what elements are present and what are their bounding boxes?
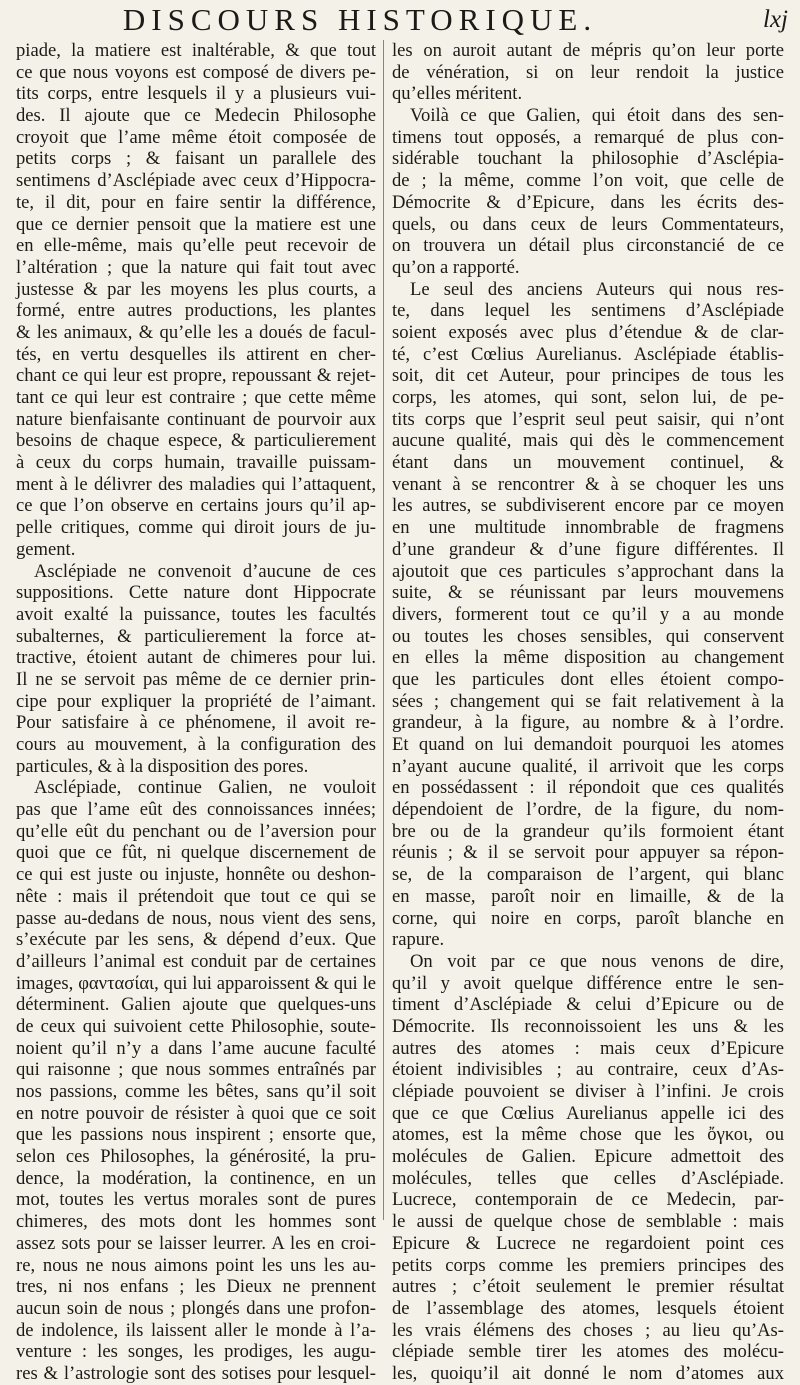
text-line: te, il dit, pour en faire sentir la différence,	[16, 191, 376, 213]
text-line: subalternes, & particulierement la force at-	[16, 625, 376, 647]
text-line: divers, formerent tout ce qu’il y a au monde	[392, 603, 784, 625]
text-line: tits corps que l’esprit seul peut saisir, qui n’ont	[392, 408, 784, 430]
text-line: ce qui est juste ou injuste, honnête ou deshon-	[16, 864, 376, 886]
text-line: l’altération ; que la nature qui fait tout avec	[16, 256, 376, 278]
text-line: ce que nous voyons est composé de divers pe-	[16, 61, 376, 83]
text-line: de l’assemblage des atomes, lesquels étoient	[392, 1297, 784, 1319]
text-line: que ce que Cœlius Aurelianus appelle ici des	[392, 1102, 784, 1124]
text-line: les vrais élémens des choses ; au lieu qu’As-	[392, 1319, 784, 1341]
text-line: sidérable touchant la philosophie d’Asclépia-	[392, 148, 784, 170]
text-line: de vénération, si on leur rendoit la justice	[392, 61, 784, 83]
text-line: Lucrece, contemporain de ce Medecin, par-	[392, 1189, 784, 1211]
text-line: de indolence, ils laissent aller le monde à l’a-	[16, 1319, 376, 1341]
text-line: gement.	[16, 538, 76, 560]
text-line: d’une grandeur & d’une figure différentes. Il	[392, 538, 784, 560]
text-line: à ceux du corps humain, travaille puissam-	[16, 452, 376, 474]
text-line: petits corps comme les premiers principes des	[392, 1254, 784, 1276]
text-line: formé, entre autres productions, les plantes	[16, 300, 376, 322]
text-line: assez sots pour se laisser leurrer. A les en croi-	[16, 1232, 376, 1254]
text-line: dépendoient de l’ordre, de la figure, du nom-	[392, 799, 784, 821]
text-line: te, dans lequel les sentimens d’Asclépiade	[392, 300, 784, 322]
text-line: On voit par ce que nous venons de dire,	[410, 950, 784, 972]
text-line: autres ; c’étoit seulement le premier résultat	[392, 1276, 784, 1298]
text-line: tres, ni nos enfans ; les Dieux ne prennent	[16, 1276, 376, 1298]
text-line: sées ; changement qui se fait relativement à la	[392, 690, 784, 712]
text-line: qu’elles méritent.	[392, 83, 523, 105]
text-line: corne, qui noire en corps, paroît blanche en	[392, 907, 784, 929]
text-line: ou toutes les choses sensibles, qui conservent	[392, 625, 784, 647]
text-line: timens tout opposés, a remarqué de plus con-	[392, 126, 784, 148]
text-line: que ce dernier pensoit que la matiere est une	[16, 213, 376, 235]
text-line: aucun soin de nous ; plongés dans une profon-	[16, 1297, 376, 1319]
text-line: suppositions. Cette nature dont Hippocrate	[16, 582, 376, 604]
text-line: sentimens d’Asclépiade avec ceux d’Hippocra-	[16, 170, 376, 192]
text-line: mot, toutes les vertus morales sont de pures	[16, 1189, 376, 1211]
text-line: ce que l’on observe en certains jours qu’il ap-	[16, 495, 376, 517]
text-line: en notre pouvoir de résister à quoi que ce soit	[16, 1102, 376, 1124]
text-line: Pour satisfaire à ce phénomene, il avoit re-	[16, 712, 376, 734]
text-line: petits corps ; & faisant un parallele des	[16, 148, 376, 170]
column-divider	[383, 40, 384, 1220]
text-line: chimeres, des mots dont les hommes sont	[16, 1211, 376, 1233]
text-line: les autres, se subdiviserent encore par ce moyen	[392, 495, 784, 517]
text-line: & les animaux, & qu’elle les a doués de facul-	[16, 321, 376, 343]
text-line: Le seul des anciens Auteurs qui nous res-	[410, 278, 784, 300]
text-line: tant ce qui leur est contraire ; que cette même	[16, 387, 376, 408]
text-line: justesse & par les moyens les plus courts, a	[16, 278, 376, 300]
text-line: croyoit que l’ame même étoit composée de	[16, 126, 376, 148]
text-line: Démocrite & d’Epicure, dans les écrits des-	[392, 191, 784, 213]
text-line: clépiade pouvoient se diviser à l’infini. Je crois	[392, 1081, 784, 1102]
text-line: qu’il y avoit quelque différence entre le sen-	[392, 972, 784, 994]
text-line: rapure.	[392, 929, 445, 951]
text-line: Et quand on lui demandoit pourquoi les atomes	[392, 734, 784, 755]
text-line: tractive, étoient autant de chimeres pour lui.	[16, 647, 376, 669]
text-line: étant dans un mouvement continuel, &	[392, 452, 784, 474]
text-line: d’ailleurs l’animal est conduit par de certaines	[16, 950, 376, 972]
text-line: nête : mais il prétendoit que tout ce qui se	[16, 885, 376, 907]
text-line: piade, la matiere est inaltérable, & que tout	[16, 40, 376, 61]
text-line: nature bienfaisante continuant de pourvoir aux	[16, 408, 376, 430]
left-text-column	[16, 40, 376, 1384]
text-line: de ceux qui suivoient cette Philosophie, soute-	[16, 1015, 376, 1037]
text-line: tits corps, entre lesquels il y a plusieurs vui-	[16, 83, 376, 105]
text-line: cipe pour expliquer la propriété de l’aimant.	[16, 690, 376, 712]
text-line: re, nous ne nous aimons point les uns les au-	[16, 1254, 376, 1276]
text-line: Démocrite. Ils reconnoissoient les uns & les	[392, 1015, 784, 1037]
text-line: des. Il ajoute que ce Medecin Philosophe	[16, 105, 376, 127]
text-line: passe au-dedans de nous, nous vient des sens,	[16, 907, 376, 929]
text-line: bre ou de la grandeur qu’ils formoient étant	[392, 820, 784, 842]
text-line: tés, en vertu desquelles ils attirent en cher-	[16, 343, 376, 365]
text-line: aucune qualité, mais qui dès le commencement	[392, 430, 784, 452]
text-line: Il ne se servoit pas même de ce dernier prin-	[16, 668, 376, 690]
text-line: en masse, paroît noir en limaille, & de la	[392, 885, 784, 907]
text-line: suite, & se réunissant par leurs mouvemens	[392, 582, 784, 604]
text-line: quoi que ce fût, ni quelque discernement de	[16, 842, 376, 864]
text-line: que les particules dont elles étoient compo-	[392, 668, 784, 690]
text-line: corps, les atomes, qui sont, selon lui, de pe-	[392, 387, 784, 408]
text-line: Epicure & Lucrece ne regardoient point ces	[392, 1232, 784, 1254]
text-line: pelle critiques, comme qui diroit jours de ju-	[16, 517, 376, 539]
text-line: soit, dit cet Auteur, pour principes de tous les	[392, 365, 784, 387]
text-line: s’exécute par les sens, & dépend d’eux. Que	[16, 929, 376, 951]
text-line: atomes, est la même chose que les ὄγκοι, ou	[392, 1124, 784, 1146]
text-line: té, c’est Cœlius Aurelianus. Asclépiade établis-	[392, 343, 784, 365]
text-line: soient exposés avec plus d’étendue & de clar-	[392, 321, 784, 343]
text-line: venant à se rencontrer & à se choquer les uns	[392, 473, 784, 495]
text-line: qu’elle eût du penchant ou de l’aversion pour	[16, 820, 376, 842]
text-line: noient qu’il n’y a dans l’ame aucune faculté	[16, 1037, 376, 1059]
text-line: en possédassent : il répondoit que ces qualités	[392, 777, 784, 799]
text-line: cours au mouvement, à la configuration des	[16, 734, 376, 755]
text-line: particules, & à la disposition des pores.	[16, 755, 309, 777]
text-line: besoins de chaque espece, & particulierement	[16, 430, 376, 452]
text-line: ajoutoit que ces particules s’approchant dans la	[392, 560, 784, 582]
text-line: venture : les songes, les prodiges, les augu-	[16, 1341, 376, 1363]
text-line: dence, la modération, la continence, en un	[16, 1167, 376, 1189]
text-line: quels, ou dans ceux de leurs Commentateurs,	[392, 213, 784, 235]
text-line: Asclépiade ne convenoit d’aucune de ces	[34, 560, 376, 582]
right-text-column	[392, 40, 784, 1384]
page-number: lxj	[763, 6, 788, 33]
text-line: réunis ; & il se servoit pour appuyer sa répon-	[392, 842, 784, 864]
text-line: clépiade semble tirer les atomes des molécu-	[392, 1341, 784, 1363]
text-line: étoient indivisibles ; au contraire, ceux d’As-	[392, 1059, 784, 1081]
text-line: molécules de Galien. Epicure admettoit des	[392, 1146, 784, 1168]
text-line: timent d’Asclépiade & celui d’Epicure ou de	[392, 994, 784, 1016]
text-line: res & l’astrologie sont des sotises pour lesquel-	[16, 1362, 376, 1384]
text-line: qu’on a rapporté.	[392, 256, 520, 278]
text-line: les, quoiqu’il ait donné le nom d’atomes aux	[392, 1362, 784, 1384]
text-line: de ; la même, comme l’on voit, que celle de	[392, 170, 784, 192]
text-line: chant ce qui leur est propre, repoussant & rejet-	[16, 365, 376, 387]
text-line: avoit exalté la puissance, toutes les facultés	[16, 603, 376, 625]
text-line: selon ces Philosophes, la générosité, la pru-	[16, 1146, 376, 1168]
text-line: Voilà ce que Galien, qui étoit dans des sen-	[410, 105, 784, 127]
text-line: en elles la même disposition au changement	[392, 647, 784, 669]
text-line: Asclépiade, continue Galien, ne vouloit	[34, 777, 376, 799]
text-line: on trouvera un détail plus circonstancié de ce	[392, 235, 784, 257]
text-line: le aussi de quelque chose de semblable : mais	[392, 1211, 784, 1233]
text-line: déterminent. Galien ajoute que quelques-uns	[16, 994, 376, 1016]
text-line: autres des atomes : mais ceux d’Epicure	[392, 1037, 784, 1059]
page-header	[0, 0, 800, 40]
text-line: que les passions nous inspirent ; ensorte que,	[16, 1124, 376, 1146]
text-line: pas que l’ame eût des connoissances innées;	[16, 799, 376, 821]
text-line: n’ayant aucune qualité, il arrivoit que les corps	[392, 755, 784, 777]
text-line: molécules, telles que celles d’Asclépiade.	[392, 1167, 784, 1189]
text-line: ment à le délivrer des maladies qui l’attaquent,	[16, 473, 376, 495]
text-line: images, φαντασίαι, qui lui apparoissent & qui le	[16, 972, 376, 994]
text-line: les on auroit autant de mépris qu’on leur porte	[392, 40, 784, 61]
text-line: qui raisonne ; que nous sommes entraînés par	[16, 1059, 376, 1081]
text-line: en elle-même, mais qu’elle peut recevoir de	[16, 235, 376, 257]
text-line: se, de la comparaison de l’argent, qui blanc	[392, 864, 784, 886]
text-line: grandeur, à la figure, au nombre & à l’ordre.	[392, 712, 784, 734]
running-title: DISCOURS HISTORIQUE.	[122, 2, 598, 37]
text-line: en une multitude innombrable de fragmens	[392, 517, 784, 539]
text-line: nos passions, comme les bêtes, sans qu’il soit	[16, 1081, 376, 1102]
